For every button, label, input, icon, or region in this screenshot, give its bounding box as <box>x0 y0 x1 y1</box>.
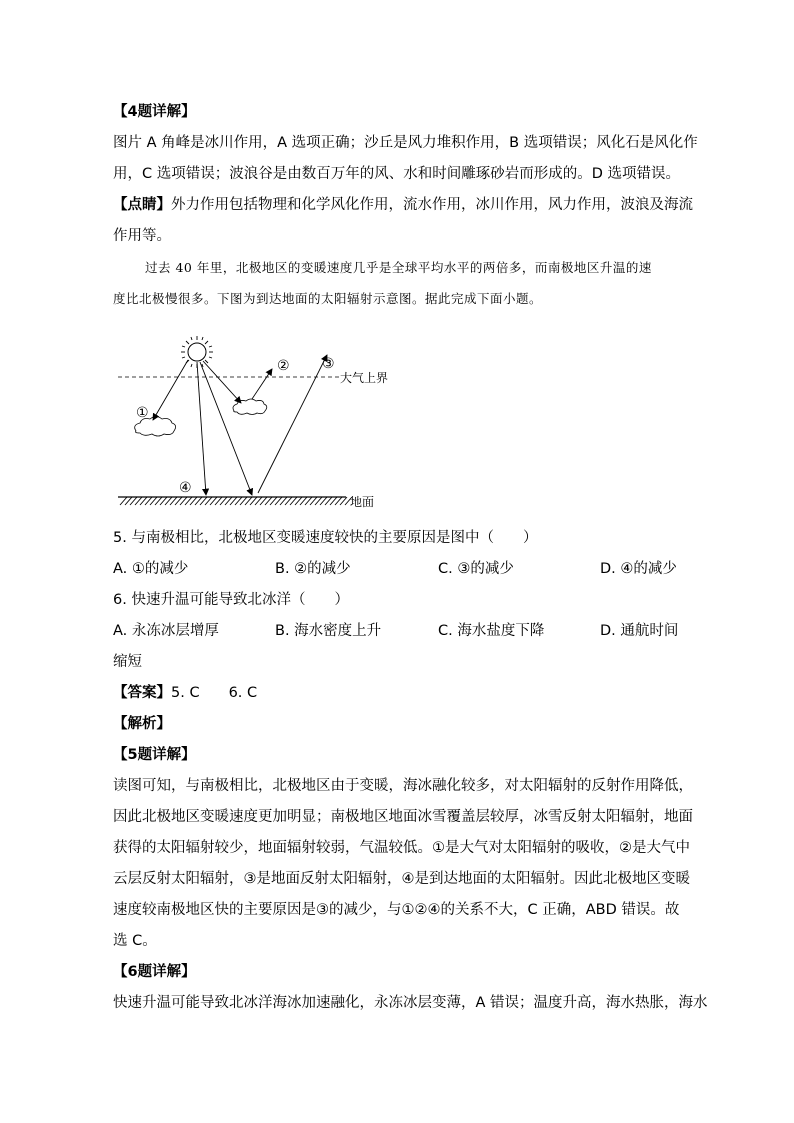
marker-2-label: ② <box>277 358 290 374</box>
answer-line <box>113 683 257 703</box>
marker-1-label: ① <box>136 405 149 421</box>
question-5-stem: 5. 与南极相比，北极地区变暖速度较快的主要原因是图中（ ） <box>113 530 538 546</box>
answer-label: 【答案】 <box>113 685 171 701</box>
q6-detail-header: 【6题详解】 <box>113 964 196 980</box>
q5-detail-line: 速度较南极地区快的主要原因是③的减少，与①②④的关系不大，C 正确，ABD 错误。故 <box>113 902 680 918</box>
dianjing-line <box>113 195 693 215</box>
dianjing-label: 【点睛】 <box>113 197 171 213</box>
q4-detail-line: 图片 A 角峰是冰川作用，A 选项正确；沙丘是风力堆积作用，B 选项错误；风化石是风化作 <box>113 135 698 151</box>
intro-line: 度比北极慢很多。下图为到达地面的太阳辐射示意图。据此完成下面小题。 <box>113 291 543 306</box>
dianjing-line-2: 作用等。 <box>113 228 171 244</box>
q5-detail-line: 选 C。 <box>113 933 157 949</box>
q6-option-d-wrap: 缩短 <box>113 654 142 670</box>
q6-option-c: C. 海水盐度下降 <box>438 623 545 639</box>
marker-4-label: ④ <box>179 480 192 496</box>
solar-radiation-diagram <box>100 325 400 515</box>
q4-detail-header: 【4题详解】 <box>113 104 196 120</box>
q5-option-a: A. ①的减少 <box>113 561 189 577</box>
cloud-icon <box>233 399 267 415</box>
q6-option-b: B. 海水密度上升 <box>275 623 382 639</box>
marker-3-label: ③ <box>322 356 335 372</box>
q5-option-c: C. ③的减少 <box>438 561 514 577</box>
answer-text: 5. C 6. C <box>171 685 258 701</box>
q6-detail-line: 快速升温可能导致北冰洋海冰加速融化，永冻冰层变薄，A 错误；温度升高，海水热胀，海水 <box>113 995 708 1011</box>
q6-option-a: A. 永冻冰层增厚 <box>113 623 219 639</box>
q5-detail-line: 云层反射太阳辐射，③是地面反射太阳辐射，④是到达地面的太阳辐射。因此北极地区变暖 <box>113 871 690 887</box>
q5-option-d: D. ④的减少 <box>600 561 677 577</box>
q5-option-b: B. ②的减少 <box>275 561 351 577</box>
q4-detail-line: 用，C 选项错误；波浪谷是由数百万年的风、水和时间雕琢砂岩而形成的。D 选项错误。 <box>113 166 681 182</box>
q5-detail-line: 因此北极地区变暖速度更加明显；南极地区地面冰雪覆盖层较厚，冰雪反射太阳辐射，地面 <box>113 809 693 825</box>
atmosphere-top-label: 大气上界 <box>340 371 389 385</box>
dianjing-text: 外力作用包括物理和化学风化作用，流水作用，冰川作用，风力作用，波浪及海流 <box>171 197 693 213</box>
intro-line: 过去 40 年里，北极地区的变暖速度几乎是全球平均水平的两倍多，而南极地区升温的速 <box>145 260 652 275</box>
ground-label: 地面 <box>350 495 375 509</box>
ground-hatch <box>118 497 352 505</box>
q5-detail-line: 读图可知，与南极相比，北极地区由于变暖，海冰融化较多，对太阳辐射的反射作用降低， <box>113 778 693 794</box>
q6-option-d: D. 通航时间 <box>600 623 679 639</box>
question-6-stem: 6. 快速升温可能导致北冰洋（ ） <box>113 592 349 608</box>
analysis-label: 【解析】 <box>113 716 171 732</box>
q5-detail-line: 获得的太阳辐射较少，地面辐射较弱，气温较低。①是大气对太阳辐射的吸收，②是大气中 <box>113 840 690 856</box>
q5-detail-header: 【5题详解】 <box>113 747 196 763</box>
